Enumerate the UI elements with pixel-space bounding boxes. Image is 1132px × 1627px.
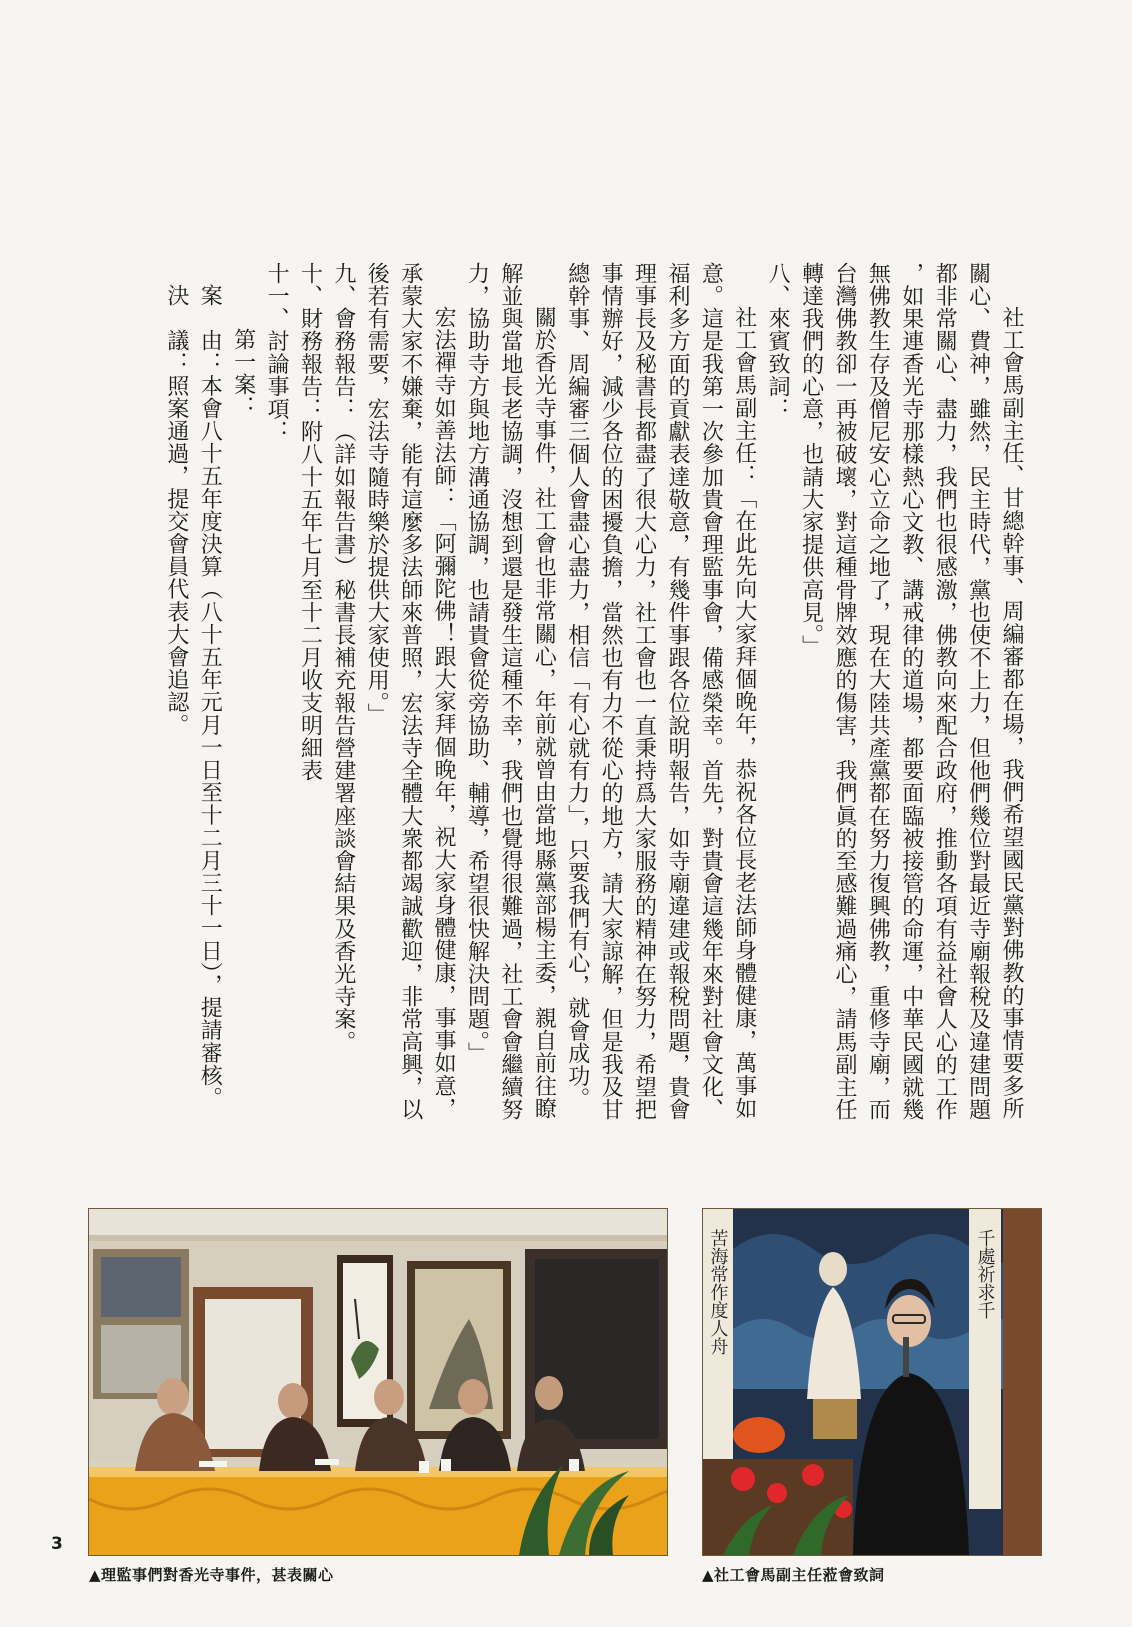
case-subject: 案 由：本會八十五年度決算（八十五年元月一日至十二月三十一日），提請審核。	[197, 284, 223, 1110]
section-heading: 九、會務報告：（詳如報告書）秘書長補充報告營建署座談會結果及香光寺案。	[330, 262, 356, 1053]
paragraph: 社工會馬副主任：「在此先向大家拜個晚年，恭祝各位長老法師身體健康，萬事如	[731, 306, 757, 1120]
paragraph: 都非常關心、盡力，我們也很感激，佛教向來配合政府，推動各項有益社會人心的工作	[932, 262, 958, 1121]
paragraph: 無佛教生存及僧尼安心立命之地了，現在大陸共產黨都在努力復興佛教，重修寺廟，而	[865, 262, 891, 1121]
paragraph: 社工會馬副主任、甘總幹事、周編審都在場，我們希望國民黨對佛教的事情要多所	[999, 306, 1024, 1120]
section-heading: 十一、討論事項：	[264, 262, 290, 443]
section-heading: 十、財務報告：附八十五年七月至十二月收支明細表	[297, 262, 323, 782]
page-number: 3	[51, 1534, 63, 1554]
paragraph: 總幹事、周編審三個人會盡心盡力，相信「有心就有力」，只要我們有心，就會成功。	[564, 262, 590, 1110]
paragraph: 關心、費神，雖然，民主時代，黨也使不上力，但他們幾位對最近寺廟報稅及違建問題	[965, 262, 991, 1121]
paragraph: 意。這是我第一次參加貴會理監事會，備感榮幸。首先，對貴會這幾年來對社會文化、	[698, 262, 724, 1121]
paragraph: ，如果連香光寺那樣熱心文教、講戒律的道場，都要面臨被接管的命運，中華民國就幾	[898, 262, 924, 1121]
paragraph: 事情辦好，減少各位的困擾負擔，當然也有力不從心的地方，請大家諒解，但是我及甘	[598, 262, 624, 1121]
paragraph: 後若有需要，宏法寺隨時樂於提供大家使用。」	[364, 262, 390, 726]
paragraph: 宏法禪寺如善法師：「阿彌陀佛！跟大家拜個晚年，祝大家身體健康，事事如意，	[431, 306, 457, 1120]
article-body	[159, 262, 1028, 1162]
photo-board-meeting	[88, 1208, 668, 1556]
paragraph: 承蒙大家不嫌棄，能有這麼多法師來普照，宏法寺全體大衆都竭誠歡迎，非常高興，以	[397, 262, 423, 1121]
section-heading: 八、來賓致詞：	[765, 262, 791, 421]
paragraph: 解並與當地長老協調，沒想到還是發生這種不幸，我們也覺得很難過，社工會會繼續努	[497, 262, 523, 1121]
paragraph: 關於香光寺事件，社工會也非常關心，年前就曾由當地縣黨部楊主委，親自前往瞭	[531, 306, 557, 1120]
caption-right-photo: ▲社工會馬副主任蒞會致詞	[702, 1566, 885, 1584]
paragraph: 力，協助寺方與地方溝通協調，也請貴會從旁協助、輔導，希望很快解決問題。」	[464, 262, 490, 1065]
case-resolution: 決 議：照案通過，提交會員代表大會追認。	[163, 284, 189, 736]
sub-heading: 第一案：	[230, 328, 256, 419]
paragraph: 理事長及秘書長都盡了很大心力，社工會也一直秉持爲大家服務的精神在努力，希望把	[631, 262, 657, 1121]
paragraph: 福利多方面的貢獻表達敬意，有幾件事跟各位說明報告，如寺廟違建或報稅問題，貴會	[664, 262, 690, 1121]
scroll-left-text: 苦海常作度人舟	[707, 1229, 729, 1355]
scroll-right-text: 千處祈求千	[974, 1229, 996, 1319]
paragraph: 台灣佛教卻一再被破壞，對這種骨牌效應的傷害，我們眞的至感難過痛心，請馬副主任	[831, 262, 857, 1121]
paragraph: 轉達我們的心意，也請大家提供高見。」	[798, 262, 824, 658]
caption-left-photo: ▲理監事們對香光寺事件，甚表關心	[89, 1566, 334, 1584]
photo-speaker	[702, 1208, 1042, 1556]
